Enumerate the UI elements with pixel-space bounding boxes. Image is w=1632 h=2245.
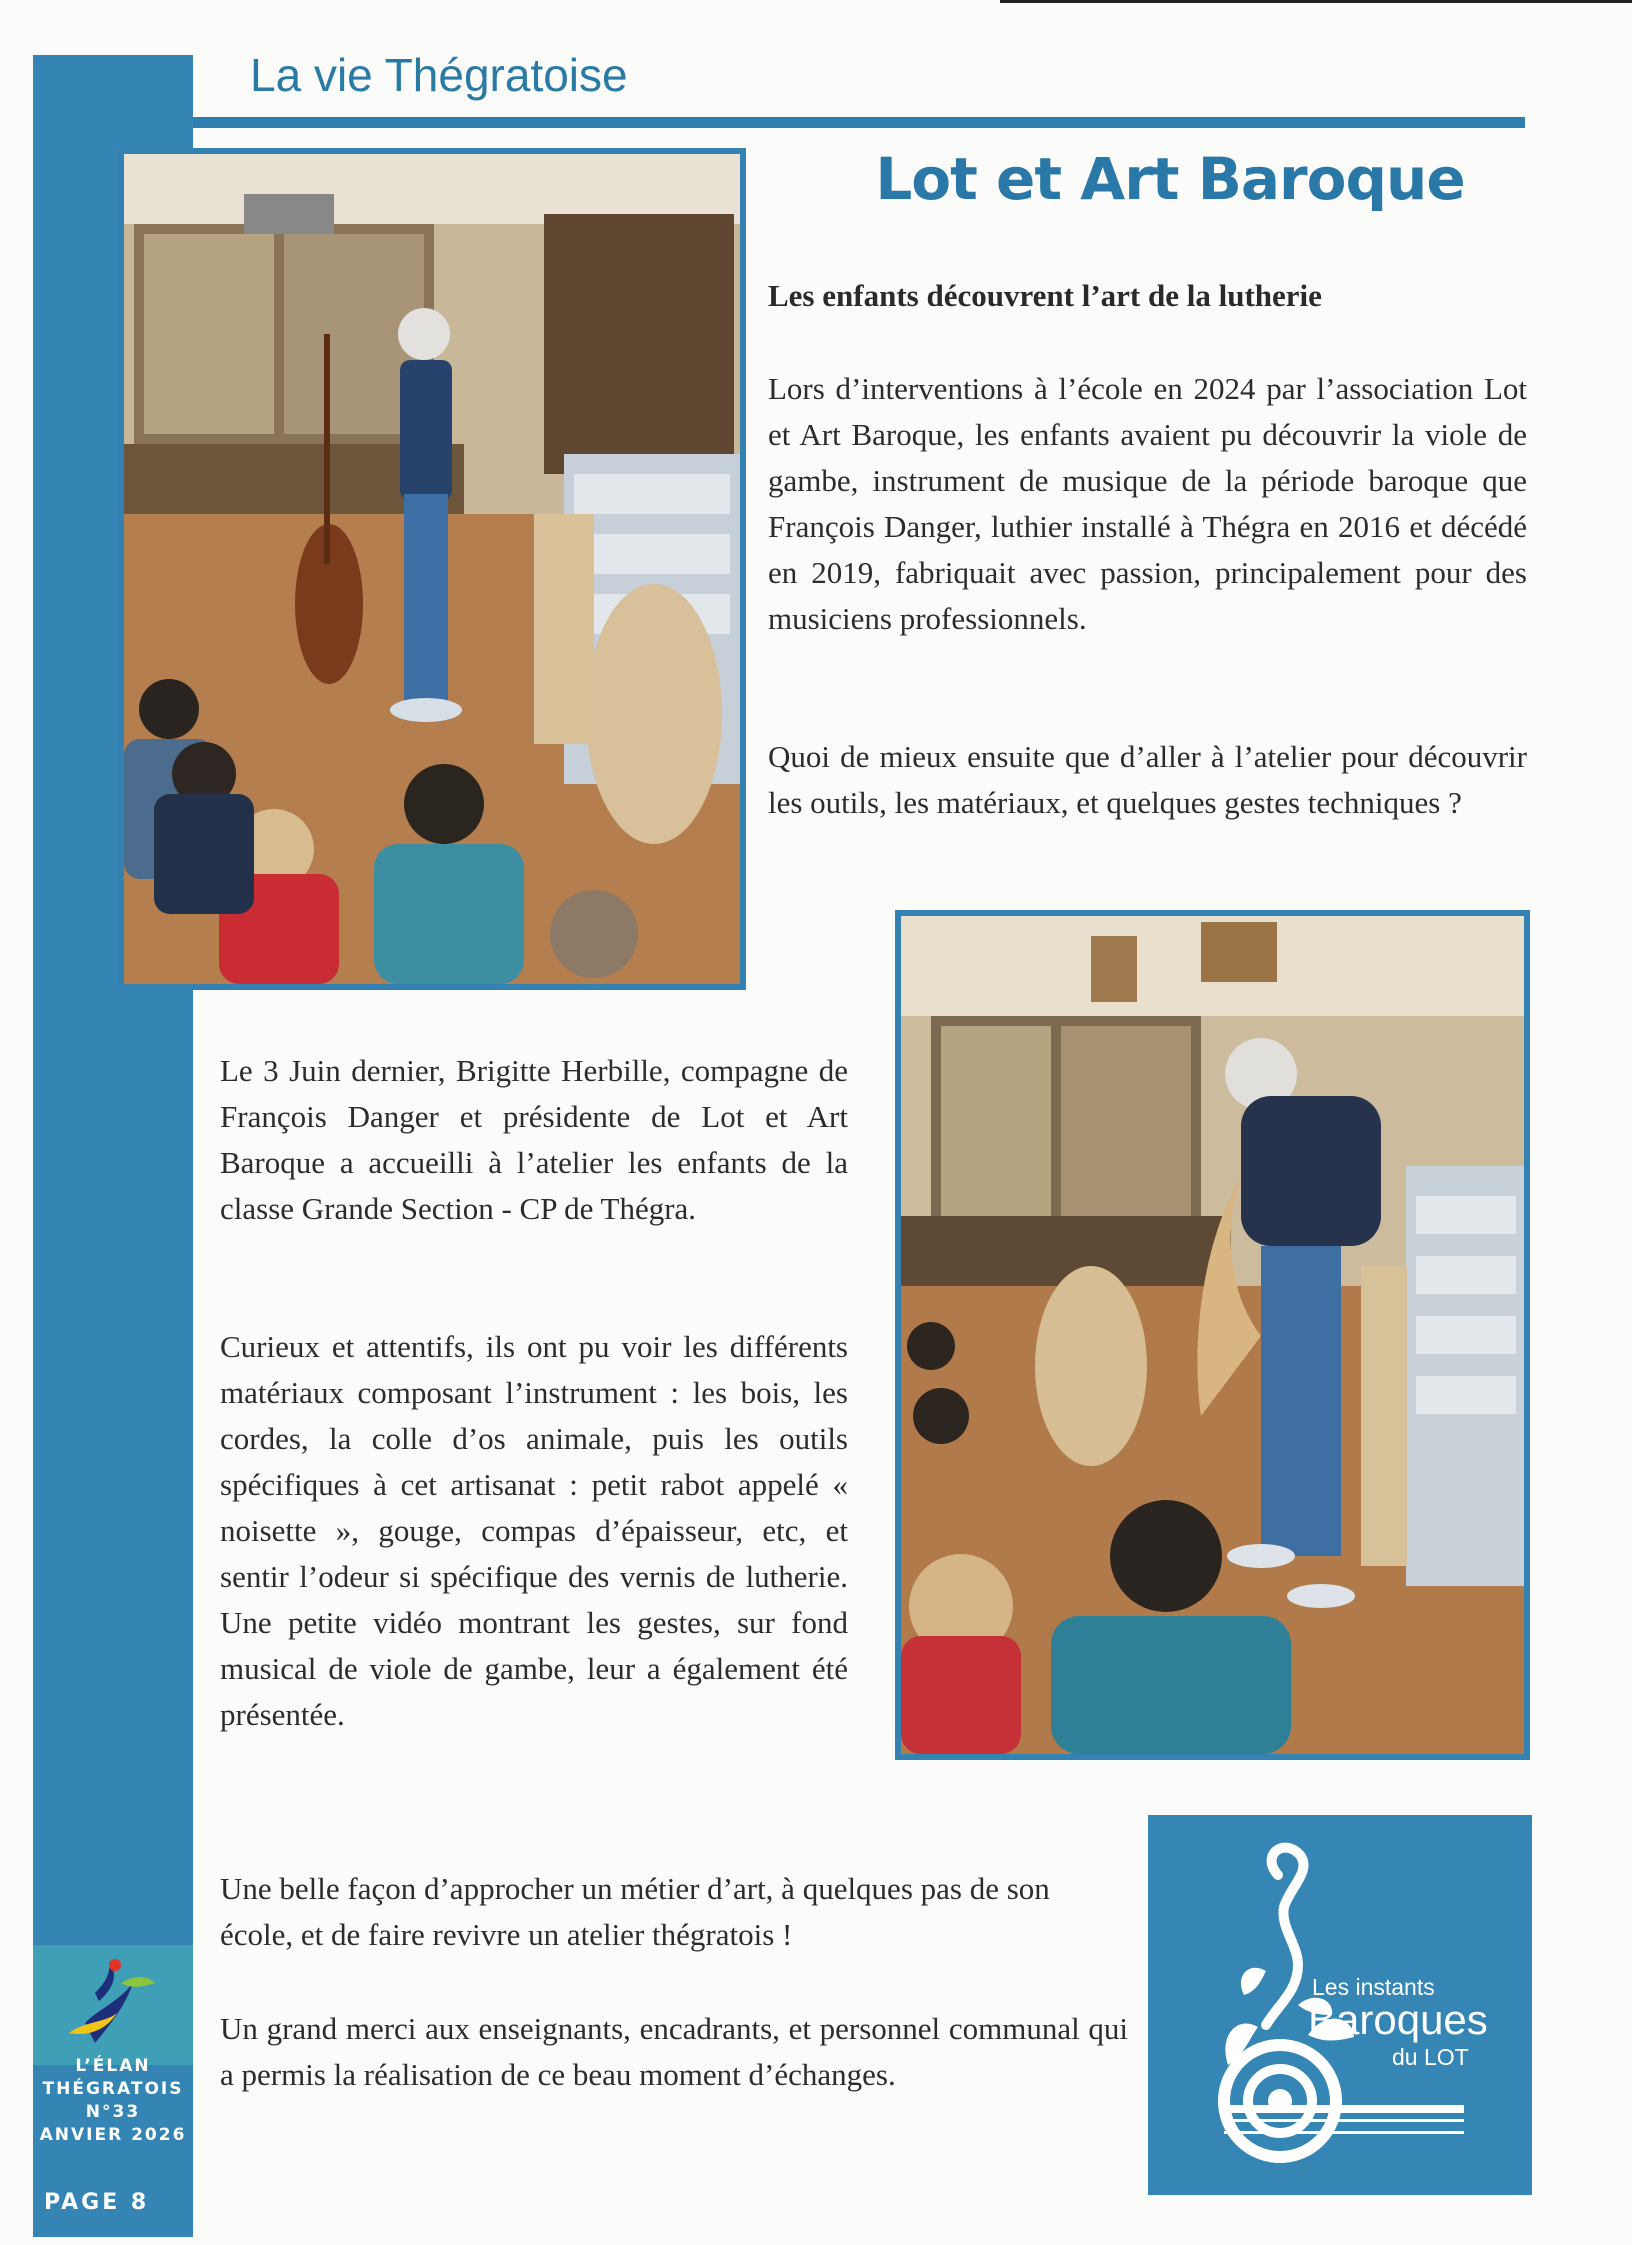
workshop-photo-1 bbox=[118, 148, 746, 990]
paragraph-thanks: Un grand merci aux enseignants, encadrants, et personnel communal qui a permis la réalisation de ce beau moment d’échanges. bbox=[220, 2011, 1128, 2092]
section-title: La vie Thégratoise bbox=[250, 49, 628, 101]
magazine-name-line2: THÉGRATOIS bbox=[42, 2079, 184, 2099]
magazine-date: ANVIER 2026 bbox=[39, 2125, 187, 2145]
paragraph-visit: Le 3 Juin dernier, Brigitte Herbille, compagne de François Danger et présidente de Lot et Art Baroque a accueilli à l’atelier les enfants de la classe Grande Section - CP de Thégra. bbox=[220, 1053, 848, 1226]
header-rule bbox=[193, 117, 1525, 128]
paragraph-curious: Curieux et attentifs, ils ont pu voir les différents matériaux composant l’instrument : les bois, les cordes, la colle d’os animale, puis les outils spécifiques à cet artisanat : petit rabot appelé « noisette », gouge, compas d’épaisseur, etc, et sentir l’odeur si spécifique des vernis de lutherie. Une petite vidéo montrant les gestes, sur fond musical de viole de gambe, leur a également été présentée. bbox=[220, 1329, 848, 1732]
paragraph-metier: Une belle façon d’approcher un métier d’art, à quelques pas de son école, et de faire revivre un atelier thégratois ! bbox=[220, 1871, 1050, 1952]
scan-edge bbox=[1000, 0, 1632, 3]
magazine-issue: N°33 bbox=[85, 2102, 141, 2122]
workshop-photo-1-image bbox=[124, 154, 740, 984]
paragraph-intro: Lors d’interventions à l’école en 2024 par l’association Lot et Art Baroque, les enfants avaient pu découvrir la viole de gambe, instrument de musique de la période baroque que François Danger, luthier installé à Thégra en 2016 et décédé en 2019, fabriquait avec passion, principalement pour des musiciens professionnels. bbox=[768, 371, 1527, 636]
logo-text-line1: Les instants bbox=[1312, 1974, 1435, 2000]
magazine-name-line1: L’ÉLAN bbox=[75, 2056, 151, 2076]
elan-logo-icon bbox=[55, 1953, 171, 2057]
magazine-info bbox=[22, 2055, 204, 2147]
workshop-photo-2 bbox=[895, 910, 1530, 1760]
paragraph-question: Quoi de mieux ensuite que d’aller à l’atelier pour découvrir les outils, les matériaux, et quelques gestes techniques ? bbox=[768, 739, 1527, 820]
logo-text-line2: Baroques bbox=[1308, 1996, 1488, 2043]
logo-text-line3: du LOT bbox=[1392, 2044, 1469, 2070]
article-subtitle: Les enfants découvrent l’art de la lutherie bbox=[768, 278, 1322, 313]
workshop-photo-2-image bbox=[901, 916, 1524, 1754]
article-title: Lot et Art Baroque bbox=[875, 145, 1465, 213]
page-number: PAGE 8 bbox=[44, 2190, 150, 2215]
magazine-logo bbox=[33, 1945, 193, 2065]
